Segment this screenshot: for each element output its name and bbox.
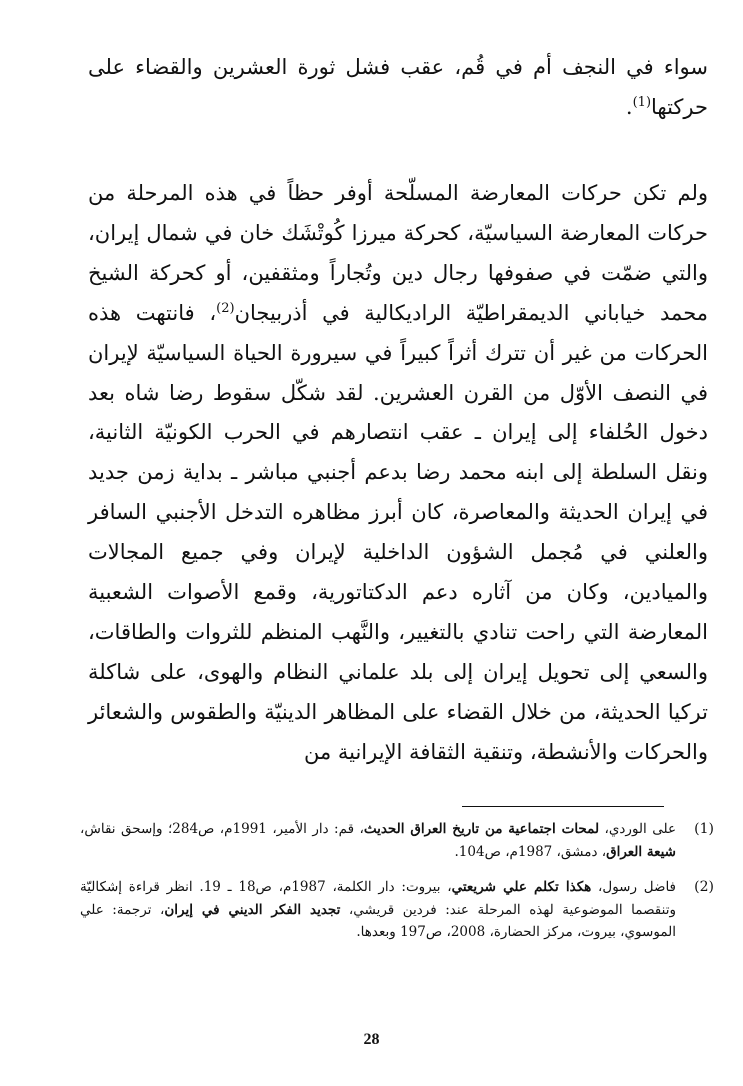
footnote-1-lead: على الوردي، [599,821,677,837]
footnote-ref-1[interactable]: (1) [632,94,652,110]
paragraph-1 [88,48,708,128]
footnote-2 [80,876,714,944]
footnote-1-rest-2: ، دمشق، 1987م، ص104. [454,843,607,860]
footnote-2-rest-2: ، ترجمة: علي الموسوي، بيروت، مركز الحضارة، 2008، ص197 وبعدها. [80,901,676,940]
paragraph-2-text-a: ولم تكن حركات المعارضة المسلّحة أوفر حظاً في هذه المرحلة من حركات المعارضة السياسيّة، كحركة ميرزا كُوتْشَك خان في شمال إيران، والتي ضمّت في صفوفها رجال دين وتُجاراً ومثقفين، أو كحركة الشيخ محمد خياباني الديمقراطيّة الراديكالية في أذربيجان [88,181,708,325]
page-number: 28 [363,1031,380,1048]
footnote-2-lead: فاضل رسول، [591,879,677,895]
footnote-1-number: (1) [694,821,714,837]
paragraph-2-text-b: ، فانتهت هذه الحركات من غير أن تترك أثراً كبيراً في سيرورة الحياة السياسيّة لإيران في النصف الأوّل من القرن العشرين. لقد شكّل سقوط رضا شاه بعد دخول الحُلفاء إلى إيران ـ عقب انتصارهم في الحرب الكونيّة الثانية، ونقل السلطة إلى ابنه محمد رضا بدعم أجنبي مباشر ـ بداية زمن جديد في إيران الحديثة والمعاصرة، كان أبرز مظاهره التدخل الأجنبي السافر والعلني في مُجمل الشؤون الداخلية لإيران وفي جميع المجالات والميادين، وكان من آثاره دعم الدكتاتورية، وقمع الأصوات الشعبية المعارضة التي راحت تنادي بالتغيير، والنَّهب المنظم للثروات والطاقات، والسعي إلى تحويل إيران إلى بلد علماني النظام والهوى، على شاكلة تركيا الحديثة، من خلال القضاء على المظاهر الدينيّة والطقوس والشعائر والحركات والأنشطة، وتنقية الثقافة الإيرانية من [88,300,708,764]
footnote-2-title: هكذا تكلم علي شريعتي [451,879,592,895]
paragraph-2 [88,174,708,773]
footnote-1-rest: ، قم: دار الأمير، 1991م، ص284؛ وإسحق نقاش، [80,821,364,837]
footnote-1 [80,818,714,863]
footnote-1-title-2: شيعة العراق [606,843,676,860]
footnote-divider [462,806,664,807]
footnote-2-rest: ، بيروت: دار الكلمة، 1987م، ص18 ـ 19. انظر قراءة إشكاليّة وتنقصما الموضوعية لهذه المرحلة عند: فردين قريشي، [80,879,676,918]
paragraph-1-text: سواء في النجف أم في قُم، عقب فشل ثورة العشرين والقضاء على حركتها [88,55,708,119]
paragraph-1-end: . [625,94,633,119]
footnote-ref-2[interactable]: (2) [216,300,235,316]
footnote-1-title: لمحات اجتماعية من تاريخ العراق الحديث [363,821,600,837]
footnote-2-number: (2) [694,879,714,895]
footnote-2-title-2: تجديد الفكر الديني في إيران [164,901,341,918]
